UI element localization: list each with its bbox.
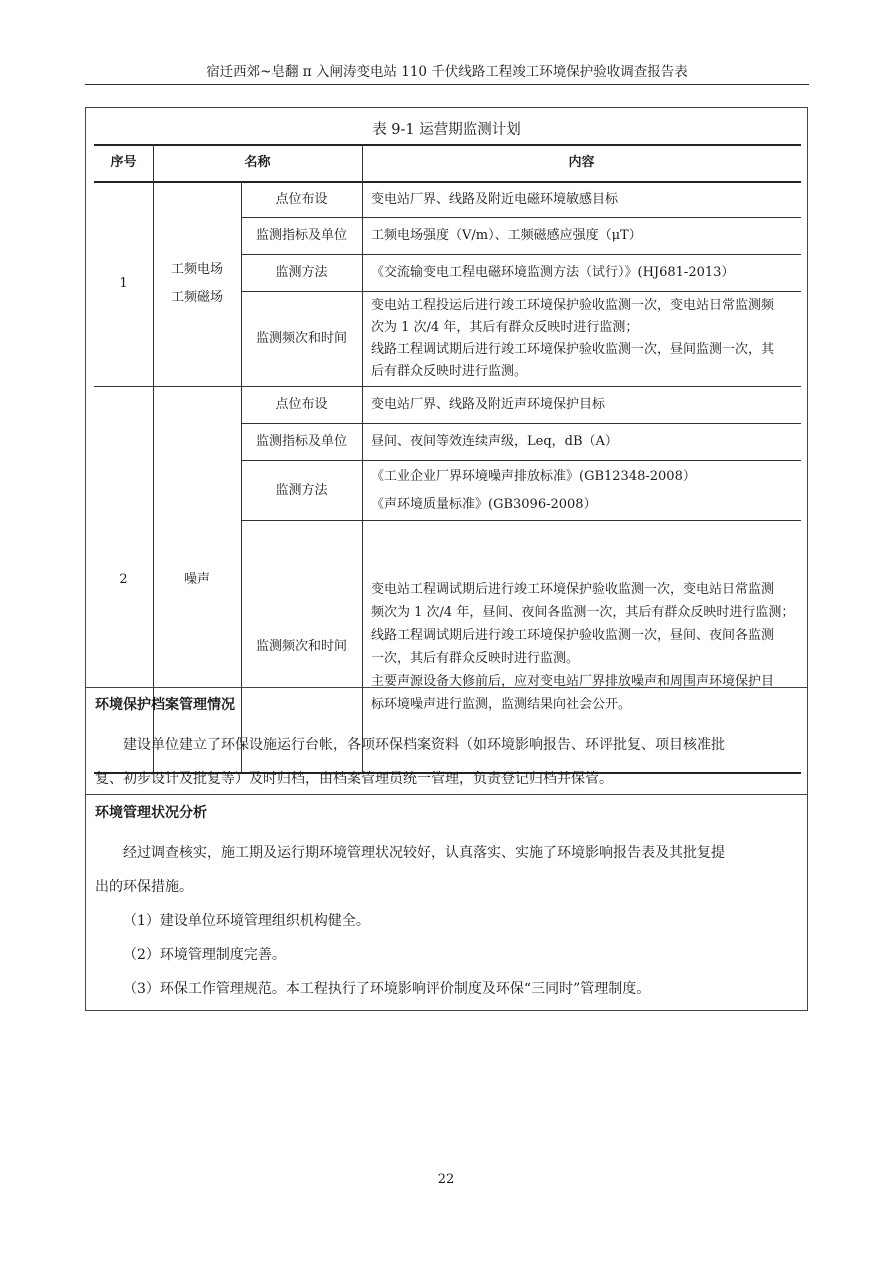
item-label: 监测方法 <box>275 482 328 498</box>
item-label: 监测频次和时间 <box>255 331 347 346</box>
group-name-line: 工频磁场 <box>170 290 223 305</box>
report-frame <box>85 107 808 1011</box>
content-line: 变电站工程调试期后进行竣工环境保护验收监测一次，变电站日常监测 <box>371 581 775 597</box>
content-line: 《声环境质量标准》(GB3096-2008） <box>371 496 597 512</box>
header-content: 内容 <box>568 155 595 170</box>
content-line: 线路工程调试期后进行竣工环境保护验收监测一次，昼间、夜间各监测 <box>371 627 775 643</box>
item-content: 变电站厂界、线路及附近电磁环境敏感目标 <box>371 191 619 207</box>
header-rule <box>85 84 809 85</box>
management-item: （1）建设单位环境管理组织机构健全。 <box>123 913 370 929</box>
section-divider <box>86 687 807 688</box>
management-item: （3）环保工作管理规范。本工程执行了环境影响评价制度及环保“三同时”管理制度。 <box>123 981 651 997</box>
item-label: 监测指标及单位 <box>255 434 347 449</box>
page-number: 22 <box>437 1172 455 1187</box>
archive-section-title: 环境保护档案管理情况 <box>95 697 235 713</box>
item-label: 点位布设 <box>275 191 328 207</box>
item-content: 变电站厂界、线路及附近声环境保护目标 <box>371 397 606 412</box>
management-paragraph <box>95 836 801 1006</box>
item-label: 监测指标及单位 <box>255 228 347 243</box>
content-line: 主要声源设备大修前后，应对变电站厂界排放噪声和周围声环境保护目 <box>371 673 775 689</box>
group-name: 噪声 <box>183 571 210 587</box>
item-content <box>362 292 801 386</box>
group-name-line: 工频电场 <box>170 262 223 277</box>
header-no: 序号 <box>110 155 137 170</box>
management-item: （2）环境管理制度完善。 <box>123 947 286 963</box>
section-divider <box>86 794 807 795</box>
monitoring-table <box>94 144 801 780</box>
header-name: 名称 <box>244 155 271 170</box>
item-label: 监测方法 <box>275 265 328 280</box>
content-line: 一次，其后有群众反映时进行监测。 <box>371 650 580 666</box>
content-line: 变电站工程投运后进行竣工环境保护验收监测一次，变电站日常监测频 <box>371 298 775 313</box>
page-header: 宿迁西郊~皂翻 π 入闸涛变电站 110 千伏线路工程竣工环境保护验收调查报告表 <box>206 64 688 80</box>
item-label: 点位布设 <box>275 397 328 412</box>
group-name <box>153 182 241 386</box>
paragraph-line: 复、初步设计及批复等）及时归档，由档案管理员统一管理，负责登记归档并保管。 <box>95 771 613 787</box>
content-line: 《工业企业厂界环境噪声排放标准》(GB12348-2008） <box>371 468 696 484</box>
item-content <box>362 461 801 520</box>
table-title: 表 9-1 运营期监测计划 <box>372 122 521 138</box>
group-no: 1 <box>119 276 128 291</box>
management-section-title: 环境管理状况分析 <box>95 805 207 821</box>
group-no: 2 <box>119 571 128 587</box>
item-content: 昼间、夜间等效连续声级，Leq，dB（A） <box>371 434 618 449</box>
item-content: 《交流输变电工程电磁环境监测方法（试行）》(HJ681-2013） <box>371 265 735 280</box>
content-line: 标环境噪声进行监测，监测结果向社会公开。 <box>371 696 632 712</box>
content-line: 次为 1 次/4 年，其后有群众反映时进行监测； <box>371 320 639 335</box>
content-line: 频次为 1 次/4 年，昼间、夜间各监测一次，其后有群众反映时进行监测； <box>371 604 795 620</box>
content-line: 线路工程调试期后进行竣工环境保护验收监测一次，昼间监测一次，其 <box>371 342 775 357</box>
paragraph-line: 出的环保措施。 <box>95 879 193 895</box>
item-content: 工频电场强度（V/m）、工频磁感应强度（μT） <box>371 228 642 243</box>
content-line: 后有群众反映时进行监测。 <box>371 364 528 379</box>
paragraph-line: 经过调查核实，施工期及运行期环境管理状况较好，认真落实、实施了环境影响报告表及其批复提 <box>123 845 725 861</box>
archive-paragraph <box>95 728 801 796</box>
item-label: 监测频次和时间 <box>255 638 347 654</box>
paragraph-line: 建设单位建立了环保设施运行台帐，各项环保档案资料（如环境影响报告、环评批复、项目核准批 <box>123 737 725 753</box>
